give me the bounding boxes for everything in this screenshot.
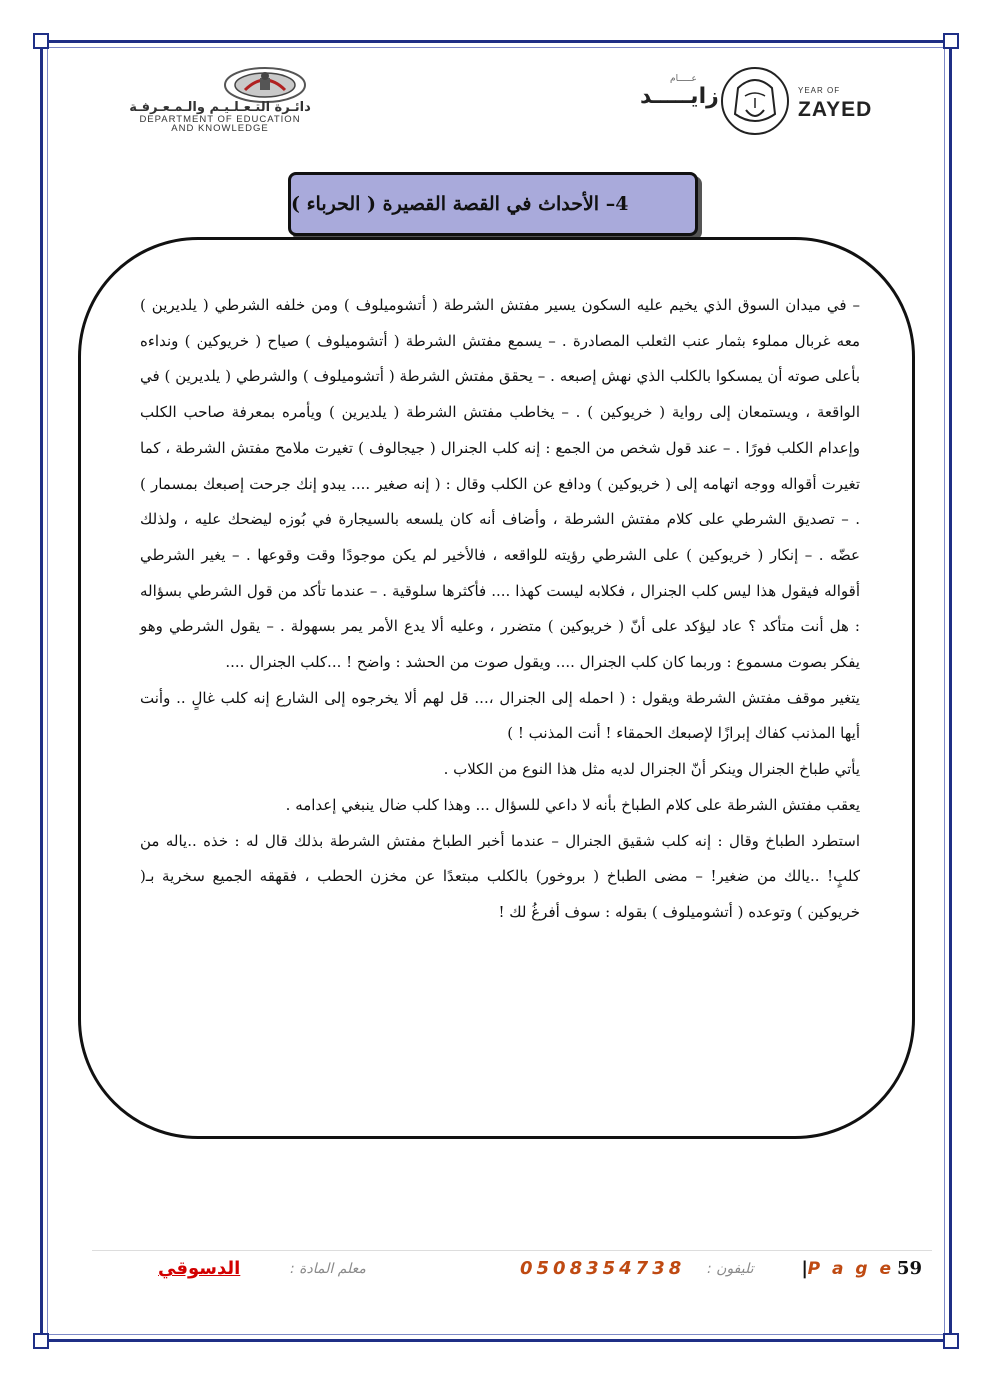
- phone-label: تليفون :: [707, 1261, 754, 1277]
- department-name-en-line1: DEPARTMENT OF EDUCATION: [139, 114, 301, 125]
- footer-divider: [92, 1250, 932, 1251]
- border-corner-top-right: [943, 33, 959, 49]
- year-of-zayed-logo: [640, 66, 890, 136]
- zayed-ar-text: [640, 74, 719, 109]
- year-small-ar: عـــــام: [670, 74, 697, 84]
- teacher-name: الدسوقي: [158, 1258, 241, 1279]
- section-title: 4– الأحداث في القصة القصيرة ( الحرباء ): [291, 193, 629, 215]
- paragraph-cook-denies: يأتي طباخ الجنرال وينكر أنّ الجنرال لديه مثل هذا النوع من الكلاب .: [443, 760, 860, 779]
- page-word: P a g e: [807, 1259, 894, 1279]
- paragraph-inspector-changes: يتغير موقف مفتش الشرطة ويقول : ( احمله إلى الجنرال ،... قل لهم ألا يخرجوه إلى الشارع إنه كلب غالٍ .. وأنت أيها المذنب كفاك إبرازًا لإصبعك الحمقاء ! أنت المذنب ! ): [140, 688, 860, 743]
- department-name-en-line2: AND KNOWLEDGE: [171, 123, 269, 134]
- phone-number: 0508354738: [520, 1258, 686, 1279]
- page-footer: [92, 1258, 932, 1288]
- zayed-en: ZAYED: [798, 98, 873, 121]
- footer-separator: |: [801, 1258, 808, 1279]
- zayed-portrait-icon: [720, 66, 790, 136]
- section-title-box: [288, 172, 698, 236]
- paragraph-main: – في ميدان السوق الذي يخيم عليه السكون يسير مفتش الشرطة ( أتشوميلوف ) ومن خلفه الشرطي ( يلديرين ) معه غربال مملوء بثمار عنب الثعلب المصادرة . – يسمع مفتش الشرطة ( أتشوميلوف ) صياح ( خريوكين ) ونداءه بأعلى صوته أن يمسكوا بالكلب الذي نهش إصبعه . – يحقق مفتش الشرطة ( أتشوميلوف ) والشرطي ( يلديرين ) في الواقعة ، ويستمعان إلى رواية ( خريوكين ) . – يخاطب مفتش الشرطة ( يلديرين ) ويأمره بمعرفة صاحب الكلب وإعدام الكلب فورًا . – عند قول شخص من الجمع : إنه كلب الجنرال ( جيجالوف ) تغيرت ملامح مفتش الشرطة ، كما تغيرت أقواله ووجه اتهامه إلى ( خريوكين ) ودافع عن الكلب وقال : ( إنه صغير .... يبدو إنك جرحت إصبعك بمسمار ) . – تصديق الشرطي على كلام مفتش الشرطة ، وأضاف أنه كان يلسعه بالسيجارة في بُوزه ليضحك عليه ، ولذلك عضّه . – إنكار ( خريوكين ) على الشرطي رؤيته للواقعه ، فالأخير لم يكن موجودًا وقت وقوعها . – يغير الشرطي أقواله فيقول هذا ليس كلب الجنرال ، فكلابه ليست كهذا .... فأكثرها سلوقية . – عندما تأكد من قول الشرطي بسؤاله : هل أنت متأكد ؟ عاد ليؤكد على أنّ ( خريوكين ) متضرر ، وعليه ألا يدع الأمر يمر بسهولة . – يقول الشرطي وهو يفكر بصوت مسموع : وربما كان كلب الجنرال .... ويقول صوت من الحشد : واضح ! ...كلب الجنرال ....: [140, 296, 860, 672]
- teacher-label: معلم المادة :: [290, 1261, 366, 1277]
- department-logo: [90, 66, 350, 132]
- border-corner-bottom-left: [33, 1333, 49, 1349]
- border-corner-bottom-right: [943, 1333, 959, 1349]
- zayed-ar: زايـــــد: [640, 84, 719, 109]
- year-of-label: YEAR OF: [798, 86, 841, 95]
- paragraph-ending: استطرد الطباخ وقال : إنه كلب شقيق الجنرال – عندما أخبر الطباخ مفتش الشرطة بذلك قال له : خذه ..ياله من كلبٍ! ..يالك من ضغير! – مضى الطباخ ( بروخور) بالكلب مبتعدًا عن مخزن الحطب ، فقهقه الجميع سخرية بـ( خريوكين ) وتوعده ( أتشوميلوف ) بقوله : سوف أفرغُ لك !: [140, 831, 860, 921]
- story-events-content: [140, 288, 860, 931]
- paragraph-inspector-responds: يعقب مفتش الشرطة على كلام الطباخ بأنه لا داعي للسؤال ... وهذا كلب ضال ينبغي إعدامه .: [285, 795, 860, 814]
- department-name-ar: دائـرة التـعـلـيـم والـمـعـرفـة: [129, 100, 311, 115]
- border-corner-top-left: [33, 33, 49, 49]
- department-name-en: [90, 115, 350, 133]
- page-number: 59: [896, 1258, 922, 1279]
